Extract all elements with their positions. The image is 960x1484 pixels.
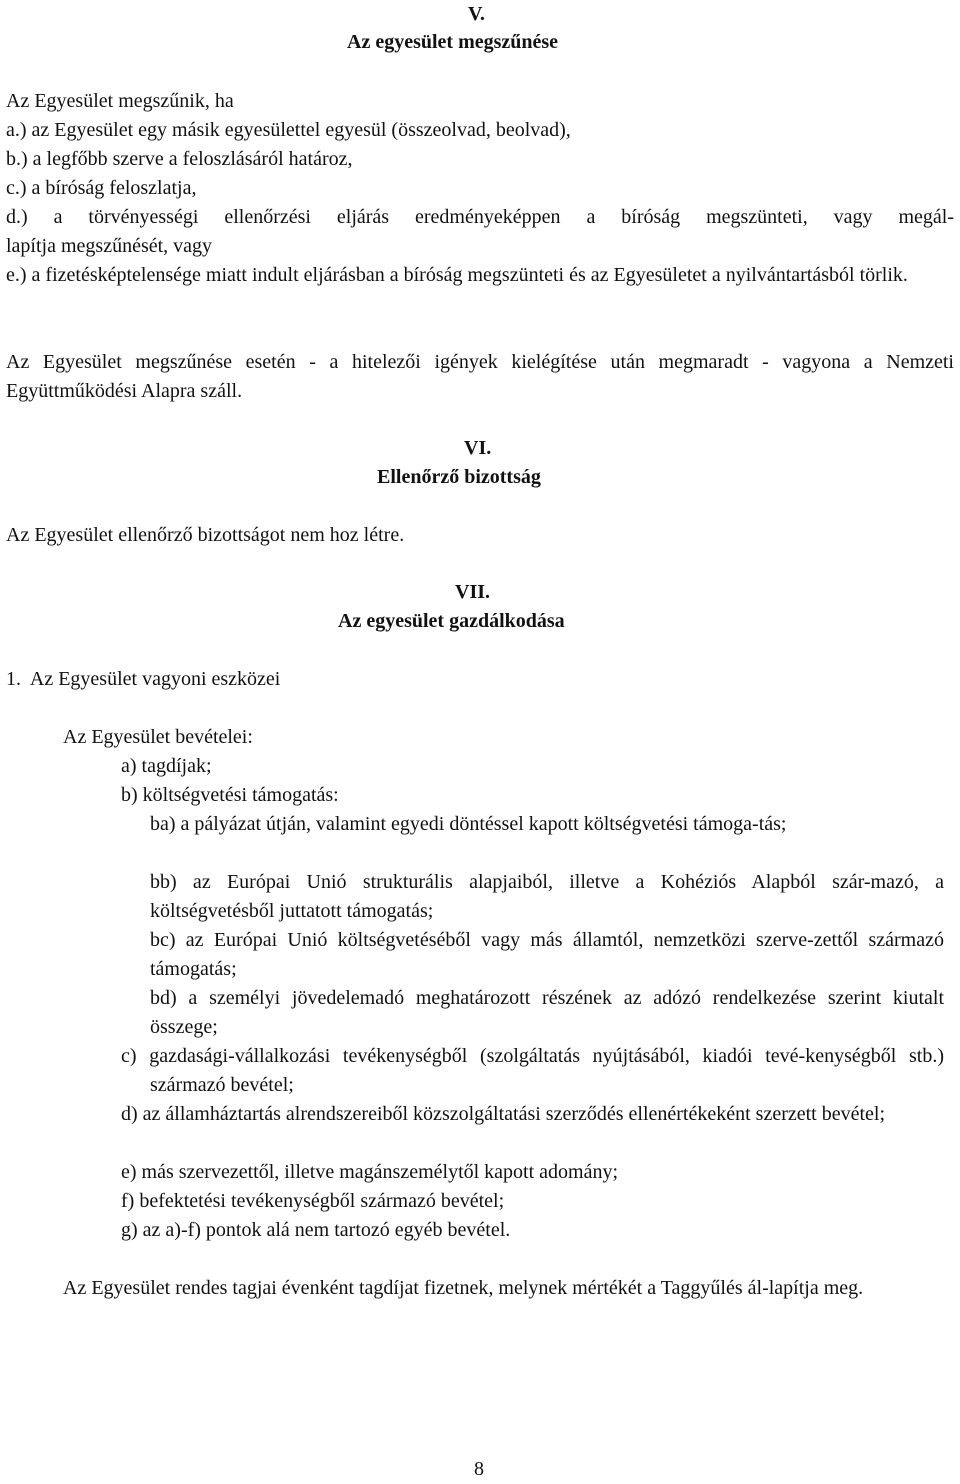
section-7-title: Az egyesület gazdálkodása bbox=[338, 610, 565, 632]
section-6-title: Ellenőrző bizottság bbox=[377, 466, 541, 488]
page-number: 8 bbox=[474, 1458, 484, 1480]
revenue-item-e: e) más szervezettől, illetve magánszemélytől kapott adomány; bbox=[121, 1161, 619, 1183]
revenue-item-c: c) gazdasági-vállalkozási tevékenységből (szolgáltatás nyújtásából, kiadói tevé-kenységből stb.) származó bevétel; bbox=[121, 1045, 944, 1096]
section-7-subheading: 1. Az Egyesület vagyoni eszközei bbox=[6, 668, 281, 690]
section-6-text: Az Egyesület ellenőrző bizottságot nem hoz létre. bbox=[6, 524, 405, 546]
revenue-item-g: g) az a)-f) pontok alá nem tartozó egyéb bevétel. bbox=[121, 1219, 511, 1241]
revenue-item-ba: ba) a pályázat útján, valamint egyedi döntéssel kapott költségvetési támoga-tás; bbox=[150, 813, 787, 835]
revenue-item-b: b) költségvetési támogatás: bbox=[121, 784, 339, 806]
list-item-e: e.) a fizetésképtelensége miatt indult eljárásban a bíróság megszünteti és az Egyesületet a nyilvántartásból törlik. bbox=[6, 264, 908, 286]
revenue-intro: Az Egyesület bevételei: bbox=[63, 726, 253, 748]
list-item-a: a.) az Egyesület egy másik egyesülettel egyesül (összeolvad, beolvad), bbox=[6, 119, 571, 141]
revenue-item-f: f) befektetési tevékenységből származó bevétel; bbox=[121, 1190, 505, 1212]
section-6-number: VI. bbox=[464, 437, 492, 459]
revenue-item-bb: bb) az Európai Unió strukturális alapjaiból, illetve a Kohéziós Alapból szár-mazó, a költségvetésből juttatott támogatás; bbox=[150, 871, 944, 922]
revenue-item-d: d) az államháztartás alrendszereiből közszolgáltatási szerződés ellenértékeként szerzett bevétel; bbox=[121, 1103, 886, 1125]
section-5-number: V. bbox=[468, 3, 485, 25]
revenue-item-bd: bd) a személyi jövedelemadó meghatározott részének az adózó rendelkezése szerint kiutalt összege; bbox=[150, 987, 944, 1038]
list-item-d-line2: lapítja megszűnését, vagy bbox=[6, 235, 213, 257]
section-7-number: VII. bbox=[455, 581, 491, 603]
assets-paragraph: Az Egyesület megszűnése esetén - a hitelezői igények kielégítése után megmaradt - vagyona a Nemzeti Együttműködési Alapra száll. bbox=[6, 351, 954, 402]
list-item-d-line1: d.) a törvényességi ellenőrzési eljárás eredményeképpen a bíróság megszünteti, vagy megál- bbox=[6, 206, 954, 228]
list-item-c: c.) a bíróság feloszlatja, bbox=[6, 177, 197, 199]
membership-fee-paragraph: Az Egyesület rendes tagjai évenként tagdíjat fizetnek, melynek mértékét a Taggyűlés ál-lapítja meg. bbox=[63, 1277, 864, 1299]
revenue-item-bc: bc) az Európai Unió költségvetéséből vagy más államtól, nemzetközi szerve-zettől származó támogatás; bbox=[150, 929, 944, 980]
list-item-b: b.) a legfőbb szerve a feloszlásáról határoz, bbox=[6, 148, 353, 170]
revenue-item-a: a) tagdíjak; bbox=[121, 755, 212, 777]
section-5-intro: Az Egyesület megszűnik, ha bbox=[6, 90, 234, 112]
section-5-title: Az egyesület megszűnése bbox=[347, 31, 559, 53]
